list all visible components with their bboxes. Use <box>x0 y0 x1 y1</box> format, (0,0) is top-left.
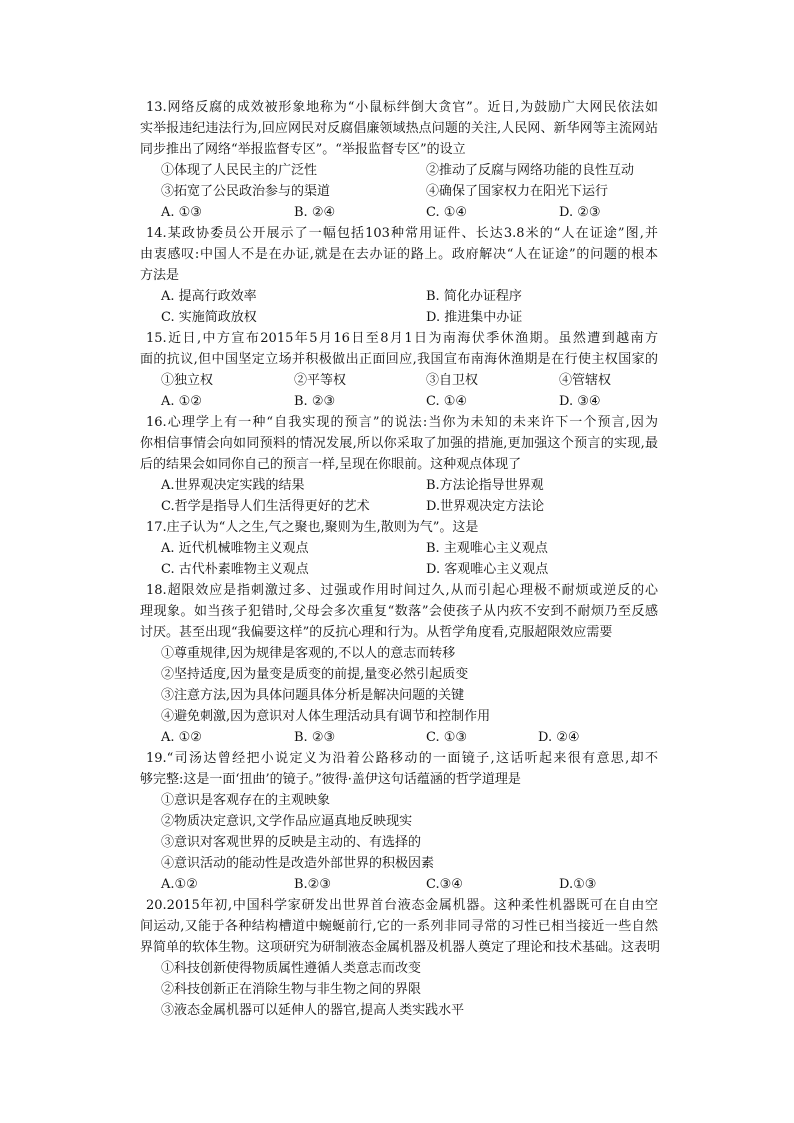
q18-item-2: ②坚持适度,因为量变是质变的前提,量变必然引起质变 <box>161 667 469 682</box>
q15-option-c: C. ①④ <box>426 394 468 409</box>
q15-item-3: ③自卫权 <box>426 373 479 388</box>
q17-stem-line-1: 17.庄子认为“人之生,气之聚也,聚则为生,散则为气”。这是 <box>146 520 479 535</box>
q16-stem-line-1: 16.心理学上有一种“自我实现的预言”的说法:当你为未知的未来许下一个预言,因为 <box>146 415 658 430</box>
q19-item-1: ①意识是客观存在的主观映象 <box>161 793 331 808</box>
q18-stem-line-3: 讨厌。甚至出现“我偏要这样”的反抗心理和行为。从哲学角度看,克服超限效应需要 <box>140 625 613 640</box>
q15-option-b: B. ②③ <box>294 394 336 409</box>
q18-option-d: D. ②④ <box>538 730 580 745</box>
q18-item-4: ④避免刺激,因为意识对人体生理活动具有调节和控制作用 <box>161 709 491 724</box>
q13-stem-line-1: 13.网络反腐的成效被形象地称为“小鼠标绊倒大贪官”。近日,为鼓励广大网民依法如 <box>146 100 658 115</box>
q19-option-b: B.②③ <box>294 877 331 892</box>
q15-item-2: ②平等权 <box>294 373 347 388</box>
q16-option-c: C.哲学是指导人们生活得更好的艺术 <box>161 499 370 514</box>
q15-stem-line-1: 15.近日,中方宣布2015年5月16日至8月1日为南海伏季休渔期。虽然遭到越南方 <box>146 331 658 346</box>
q17-option-d: D. 客观唯心主义观点 <box>426 562 549 577</box>
q15-item-4: ④管辖权 <box>559 373 612 388</box>
q17-option-a: A. 近代机械唯物主义观点 <box>161 541 309 556</box>
q20-item-1: ①科技创新使得物质属性遵循人类意志而改变 <box>161 961 422 976</box>
q13-option-c: C. ①④ <box>426 205 468 220</box>
q14-stem-line-1: 14.某政协委员公开展示了一幅包括103种常用证件、长达3.8米的“人在证途”图,并 <box>146 226 658 241</box>
q20-stem-line-1: 20.2015年初,中国科学家研发出世界首台液态金属机器。这种柔性机器既可在自由空 <box>146 898 658 913</box>
q15-option-d: D. ③④ <box>559 394 601 409</box>
q16-option-a: A.世界观决定实践的结果 <box>161 478 305 493</box>
q14-stem-line-3: 方法是 <box>140 268 180 283</box>
q13-item-2: ②推动了反腐与网络功能的良性互动 <box>426 163 635 178</box>
q20-item-3: ③液态金属机器可以延伸人的器官,提高人类实践水平 <box>161 1003 465 1018</box>
q18-option-a: A. ①② <box>161 730 202 745</box>
q19-stem-line-2: 够完整:这是一面‘扭曲’的镜子。”彼得·盖伊这句话蕴涵的哲学道理是 <box>140 772 521 787</box>
q16-option-d: D.世界观决定方法论 <box>426 499 545 514</box>
q17-option-c: C. 古代朴素唯物主义观点 <box>161 562 309 577</box>
q13-stem-line-3: 同步推出了网络“举报监督专区”。“举报监督专区”的设立 <box>140 142 466 157</box>
q19-option-a: A.①② <box>161 877 198 892</box>
q15-item-1: ①独立权 <box>161 373 214 388</box>
q13-option-b: B. ②④ <box>294 205 336 220</box>
q18-option-c: C. ①③ <box>426 730 468 745</box>
q20-stem-line-3: 界简单的软体生物。这项研究为研制液态金属机器及机器人奠定了理论和技术基础。这表明 <box>140 940 661 955</box>
q13-item-4: ④确保了国家权力在阳光下运行 <box>426 184 609 199</box>
q14-option-c: C. 实施简政放权 <box>161 310 257 325</box>
q17-option-b: B. 主观唯心主义观点 <box>426 541 548 556</box>
q15-stem-line-2: 面的抗议,但中国坚定立场并积极做出正面回应,我国宣布南海休渔期是在行使主权国家的 <box>140 352 658 367</box>
q20-stem-line-2: 间运动,又能于各种结构槽道中蜿蜒前行,它的一系列非同寻常的习性已相当接近一些自然 <box>140 919 658 934</box>
q13-option-a: A. ①③ <box>161 205 202 220</box>
q19-option-d: D.①③ <box>559 877 597 892</box>
q13-stem-line-2: 实举报违纪违法行为,回应网民对反腐倡廉领域热点问题的关注,人民网、新华网等主流网站 <box>140 121 658 136</box>
q20-item-2: ②科技创新正在消除生物与非生物之间的界限 <box>161 982 422 997</box>
q16-stem-line-3: 后的结果会如同你自己的预言一样,呈现在你眼前。这种观点体现了 <box>140 457 522 472</box>
q18-option-b: B. ②③ <box>294 730 336 745</box>
q18-stem-line-2: 理现象。如当孩子犯错时,父母会多次重复“数落”会使孩子从内疚不安到不耐烦乃至反感 <box>140 604 658 619</box>
q14-option-a: A. 提高行政效率 <box>161 289 257 304</box>
q19-option-c: C.③④ <box>426 877 463 892</box>
q13-item-1: ①体现了人民民主的广泛性 <box>161 163 318 178</box>
q18-item-1: ①尊重规律,因为规律是客观的,不以人的意志而转移 <box>161 646 456 661</box>
q19-item-3: ③意识对客观世界的反映是主动的、有选择的 <box>161 835 422 850</box>
q14-stem-line-2: 由衷感叹:中国人不是在办证,就是在去办证的路上。政府解决“人在证途”的问题的根本 <box>140 247 658 262</box>
q19-item-2: ②物质决定意识,文学作品应逼真地反映现实 <box>161 814 413 829</box>
q14-option-d: D. 推进集中办证 <box>426 310 523 325</box>
q13-option-d: D. ②③ <box>559 205 601 220</box>
q16-stem-line-2: 你相信事情会向如同预料的情况发展,所以你采取了加强的措施,更加强这个预言的实现,最 <box>140 436 658 451</box>
q18-item-3: ③注意方法,因为具体问题具体分析是解决问题的关键 <box>161 688 465 703</box>
q19-item-4: ④意识活动的能动性是改造外部世界的积极因素 <box>161 856 435 871</box>
q16-option-b: B.方法论指导世界观 <box>426 478 544 493</box>
q13-item-3: ③拓宽了公民政治参与的渠道 <box>161 184 331 199</box>
q15-option-a: A. ①② <box>161 394 202 409</box>
q18-stem-line-1: 18.超限效应是指刺激过多、过强或作用时间过久,从而引起心理极不耐烦或逆反的心 <box>146 583 658 598</box>
q14-option-b: B. 简化办证程序 <box>426 289 522 304</box>
q19-stem-line-1: 19.“司汤达曾经把小说定义为沿着公路移动的一面镜子,这话听起来很有意思,却不 <box>146 751 658 766</box>
